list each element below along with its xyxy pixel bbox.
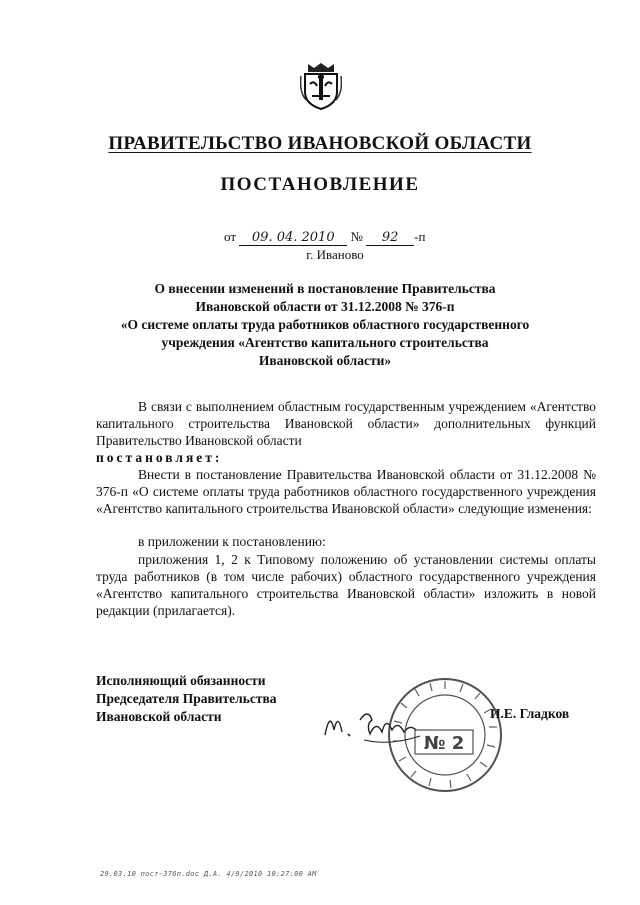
signer-name: И.Е. Гладков [490,706,570,721]
signer-title: Исполняющий обязанности Председателя Правительства Ивановской области [96,673,277,724]
document-subject [90,280,560,370]
subject-line: «О системе оплаты труда работников областного государственного [120,317,530,332]
document-number: 92 [366,230,414,246]
body-paragraph-1: В связи с выполнением областным государственным учреждением «Агентство капитального строительства Ивановской области» дополнительных функций Правительство Ивановской области постановляет: [96,399,596,465]
date-prefix: от [224,229,237,244]
document-type: ПОСТАНОВЛЕНИЕ [220,174,420,195]
subject-line: Ивановской области» [258,353,392,368]
organization-title: ПРАВИТЕЛЬСТВО ИВАНОВСКОЙ ОБЛАСТИ [108,133,532,154]
subject-line: О внесении изменений в постановление Правительства [154,281,496,296]
resolves-word: постановляет: [96,450,223,465]
number-suffix: -п [414,229,426,244]
subject-line: учреждения «Агентство капитального строительства [161,335,489,350]
document-meta [224,229,425,246]
file-info-footer: 29.03.10 пост-376п.doc Д.А. 4/9/2010 10:27:00 AM [100,870,317,878]
number-sign: № [350,229,363,244]
coat-of-arms-icon [300,62,342,110]
body-paragraph-4: приложения 1, 2 к Типовому положению об установлении системы оплаты труда работников (в том числе рабочих) областного государственного учреждения «Агентство капитального строительства Ивановской области» изложить в новой редакции (прилагается). [96,552,596,618]
body-paragraph-2: Внести в постановление Правительства Ивановской области от 31.12.2008 № 376-п «О системе оплаты труда работников областного государственного учреждения «Агентство капитального строительства Ивановской области» следующие изменения: [96,467,596,516]
document-city: г. Иваново [306,247,364,262]
body-paragraph-3: в приложении к постановлению: [138,534,326,549]
document-date: 09. 04. 2010 [239,230,347,246]
stamp-number: № 2 [423,733,465,754]
official-stamp [385,675,505,795]
subject-line: Ивановской области от 31.12.2008 № 376-п [195,299,455,314]
